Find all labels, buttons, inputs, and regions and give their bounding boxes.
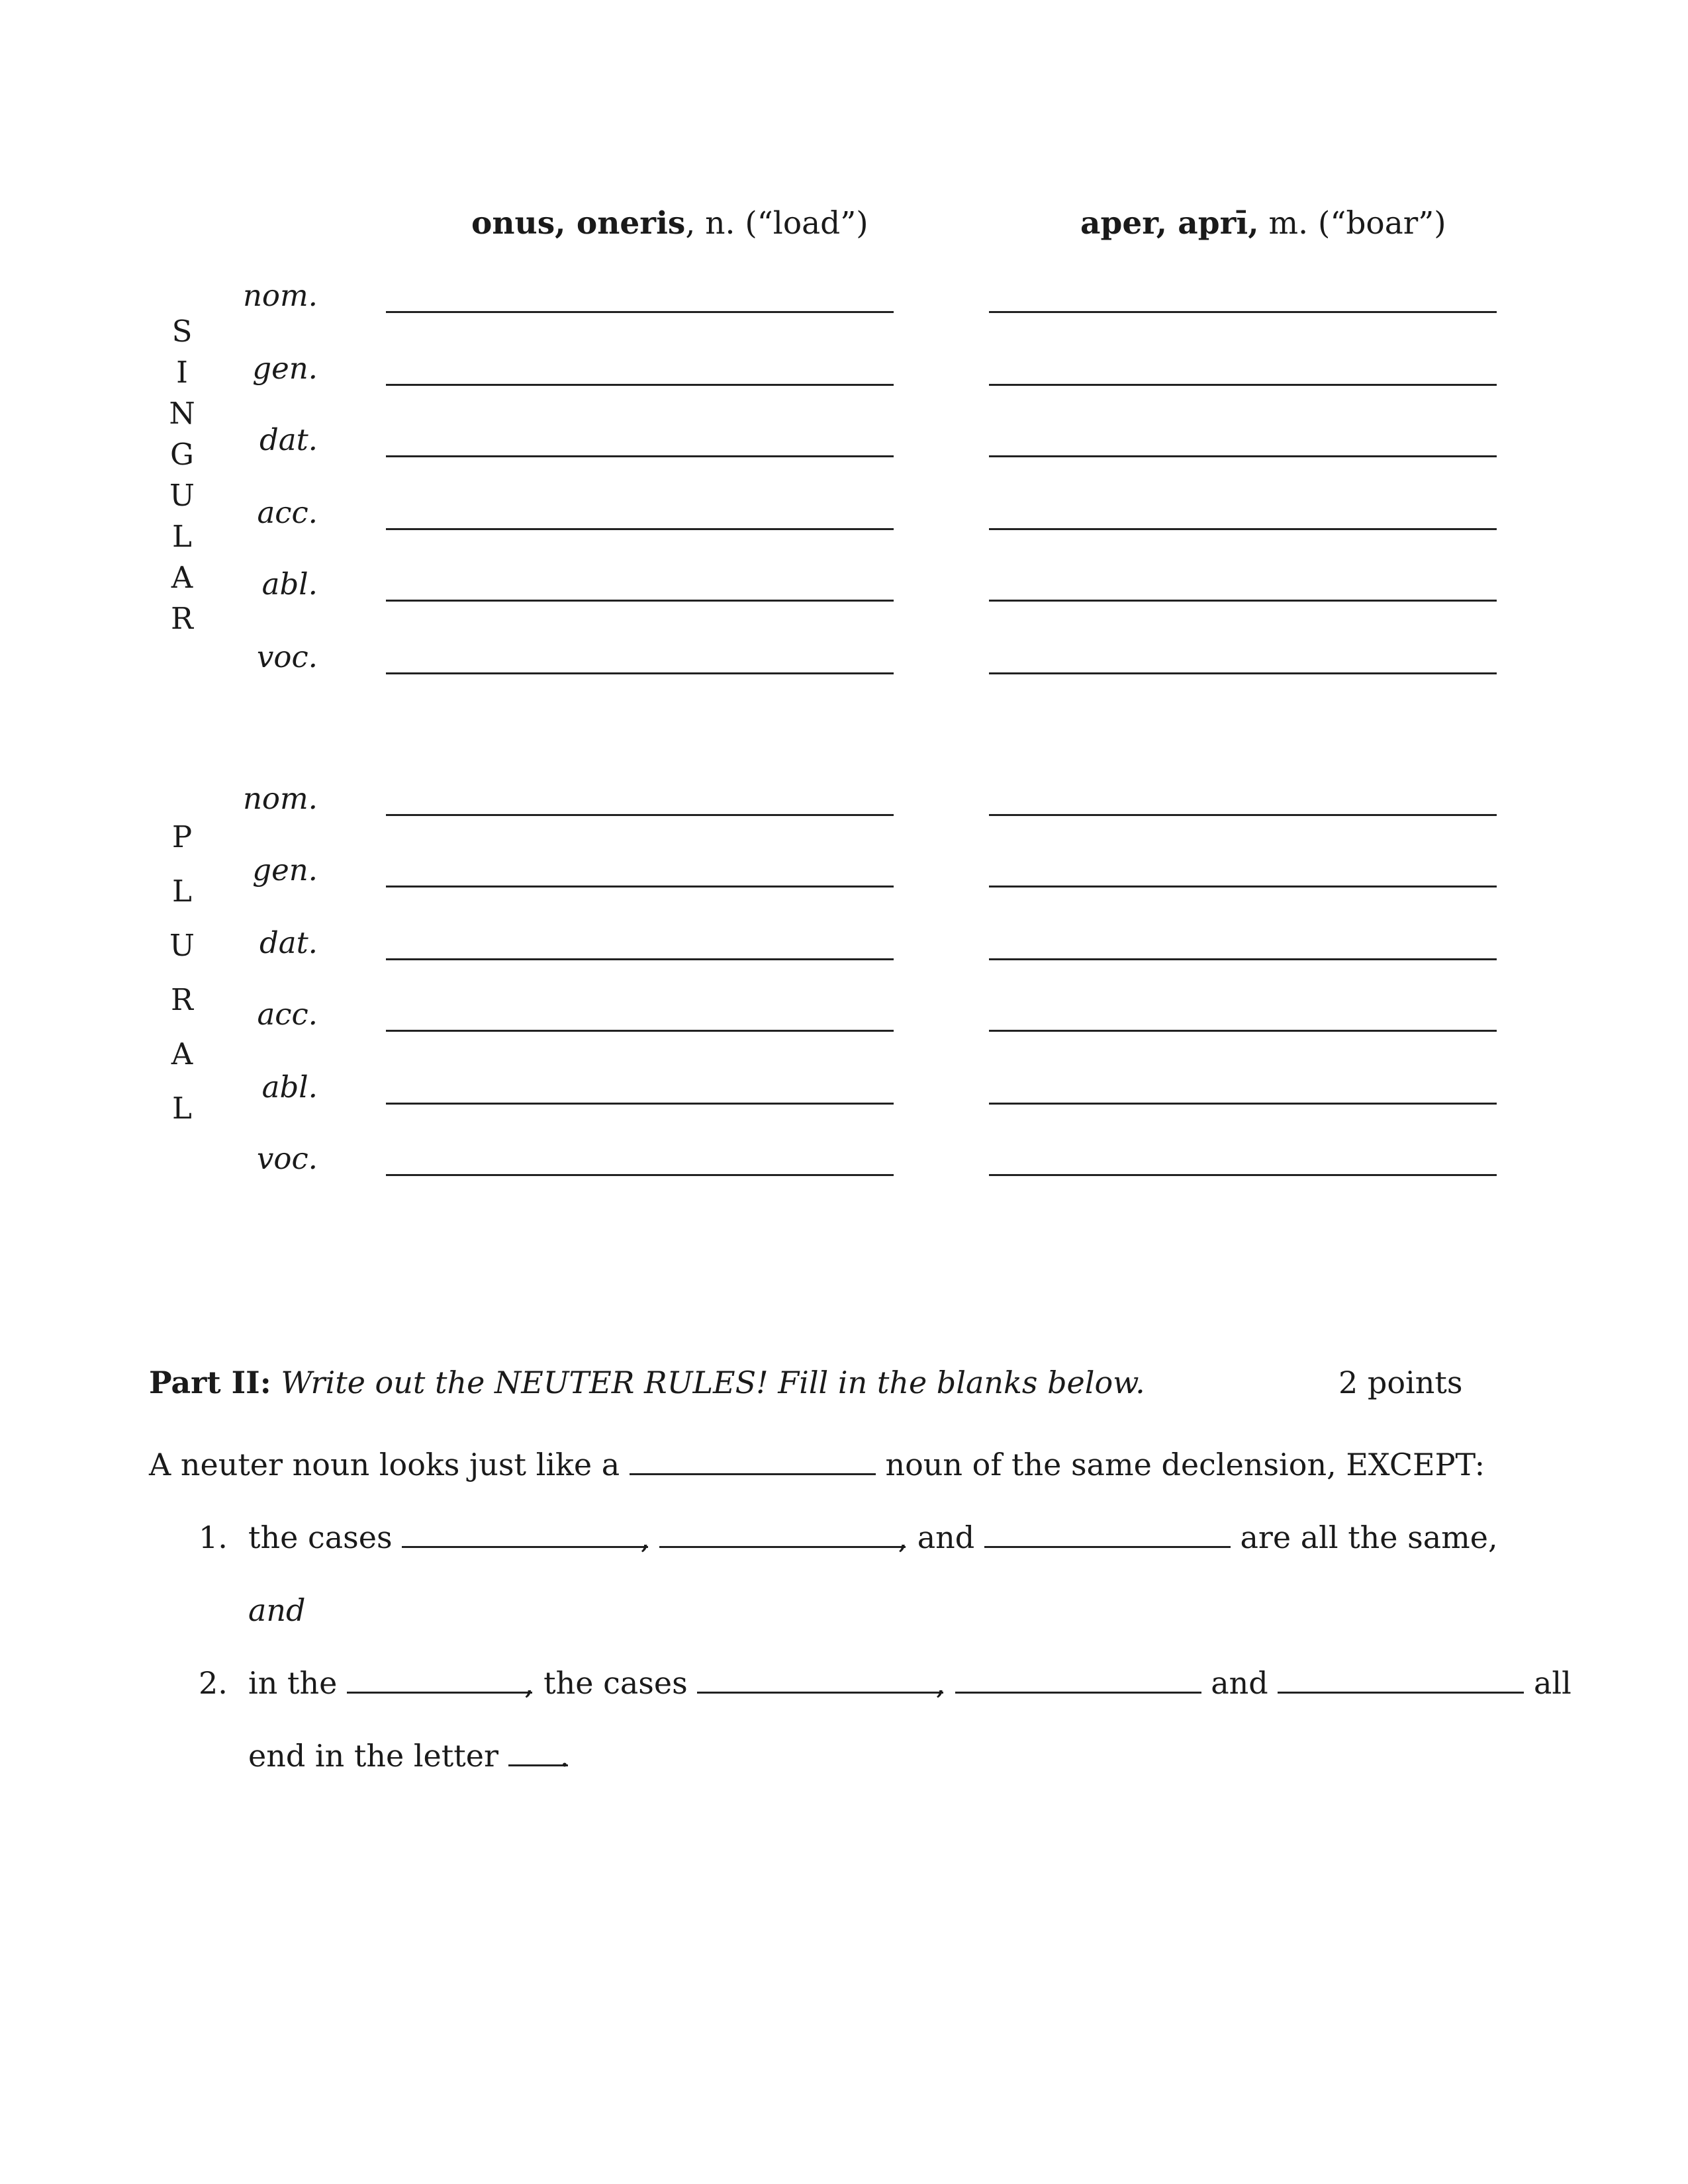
- singular-label-a: A: [171, 560, 193, 595]
- intro-blank[interactable]: [630, 1448, 876, 1475]
- plural-label-u: U: [169, 928, 195, 963]
- singular-nom-aper-blank[interactable]: [989, 311, 1497, 313]
- rule1-blank-3[interactable]: [984, 1521, 1231, 1548]
- part2-intro: A neuter noun looks just like a noun of the same declension, EXCEPT:: [149, 1447, 1485, 1482]
- plural-voc-aper-blank[interactable]: [989, 1174, 1497, 1176]
- rule1-blank-2[interactable]: [659, 1521, 906, 1548]
- singular-case-gen: gen.: [252, 351, 318, 386]
- rule2-blank-1[interactable]: [697, 1666, 943, 1694]
- and-connector: and: [248, 1592, 306, 1628]
- singular-label-l: L: [172, 519, 192, 554]
- plural-case-acc: acc.: [257, 997, 318, 1032]
- rule2-blank-number[interactable]: [347, 1666, 532, 1694]
- part2-instruction: Write out the NEUTER RULES! Fill in the blanks below.: [281, 1365, 1145, 1400]
- singular-label-n: N: [169, 396, 195, 431]
- singular-voc-aper-blank[interactable]: [989, 672, 1497, 674]
- rule2-blank-2[interactable]: [955, 1666, 1201, 1694]
- plural-label-l2: L: [172, 1091, 192, 1126]
- rule1-number: 1.: [199, 1520, 228, 1555]
- rule2-blank-3[interactable]: [1278, 1666, 1524, 1694]
- plural-nom-onus-blank[interactable]: [386, 814, 894, 816]
- rule1-blank-1[interactable]: [402, 1521, 648, 1548]
- plural-gen-aper-blank[interactable]: [989, 886, 1497, 887]
- rule1-line: the cases , , and are all the same,: [248, 1520, 1498, 1555]
- plural-label-a: A: [171, 1036, 193, 1071]
- plural-nom-aper-blank[interactable]: [989, 814, 1497, 816]
- rule2-number: 2.: [199, 1665, 228, 1701]
- singular-abl-aper-blank[interactable]: [989, 600, 1497, 602]
- singular-label-u: U: [169, 478, 195, 513]
- singular-dat-aper-blank[interactable]: [989, 455, 1497, 457]
- singular-case-dat: dat.: [259, 422, 318, 457]
- singular-gen-onus-blank[interactable]: [386, 384, 894, 386]
- column-header-onus: onus, oneris, n. (“load”): [471, 205, 868, 242]
- plural-dat-aper-blank[interactable]: [989, 958, 1497, 960]
- singular-voc-onus-blank[interactable]: [386, 672, 894, 674]
- part2-heading: [149, 1365, 1145, 1400]
- part2-title: Part II:: [149, 1365, 271, 1400]
- plural-label-l: L: [172, 874, 192, 909]
- letter-blank[interactable]: [508, 1739, 568, 1766]
- plural-label-r: R: [171, 982, 193, 1017]
- singular-gen-aper-blank[interactable]: [989, 384, 1497, 386]
- plural-abl-onus-blank[interactable]: [386, 1103, 894, 1105]
- plural-abl-aper-blank[interactable]: [989, 1103, 1497, 1105]
- singular-case-nom: nom.: [242, 278, 318, 313]
- plural-label-p: P: [171, 819, 193, 854]
- plural-acc-onus-blank[interactable]: [386, 1030, 894, 1032]
- singular-abl-onus-blank[interactable]: [386, 600, 894, 602]
- singular-label-g: G: [170, 437, 194, 472]
- singular-dat-onus-blank[interactable]: [386, 455, 894, 457]
- column-header-aper: aper, aprī, m. (“boar”): [1080, 205, 1446, 242]
- plural-case-gen: gen.: [252, 852, 318, 887]
- singular-label-s: S: [171, 314, 193, 349]
- rule2-line: in the , the cases , and all: [248, 1665, 1571, 1701]
- singular-acc-onus-blank[interactable]: [386, 528, 894, 530]
- plural-case-voc: voc.: [256, 1141, 318, 1176]
- plural-gen-onus-blank[interactable]: [386, 886, 894, 887]
- singular-acc-aper-blank[interactable]: [989, 528, 1497, 530]
- singular-case-voc: voc.: [256, 639, 318, 674]
- part2-points: 2 points: [1338, 1365, 1463, 1400]
- singular-label-i: I: [176, 355, 188, 390]
- plural-voc-onus-blank[interactable]: [386, 1174, 894, 1176]
- plural-case-dat: dat.: [259, 925, 318, 960]
- plural-case-nom: nom.: [242, 781, 318, 816]
- rule2-continuation: end in the letter .: [248, 1738, 570, 1774]
- singular-nom-onus-blank[interactable]: [386, 311, 894, 313]
- singular-label-r: R: [171, 601, 193, 636]
- plural-case-abl: abl.: [261, 1069, 318, 1105]
- plural-acc-aper-blank[interactable]: [989, 1030, 1497, 1032]
- singular-case-acc: acc.: [257, 495, 318, 530]
- singular-case-abl: abl.: [261, 567, 318, 602]
- plural-dat-onus-blank[interactable]: [386, 958, 894, 960]
